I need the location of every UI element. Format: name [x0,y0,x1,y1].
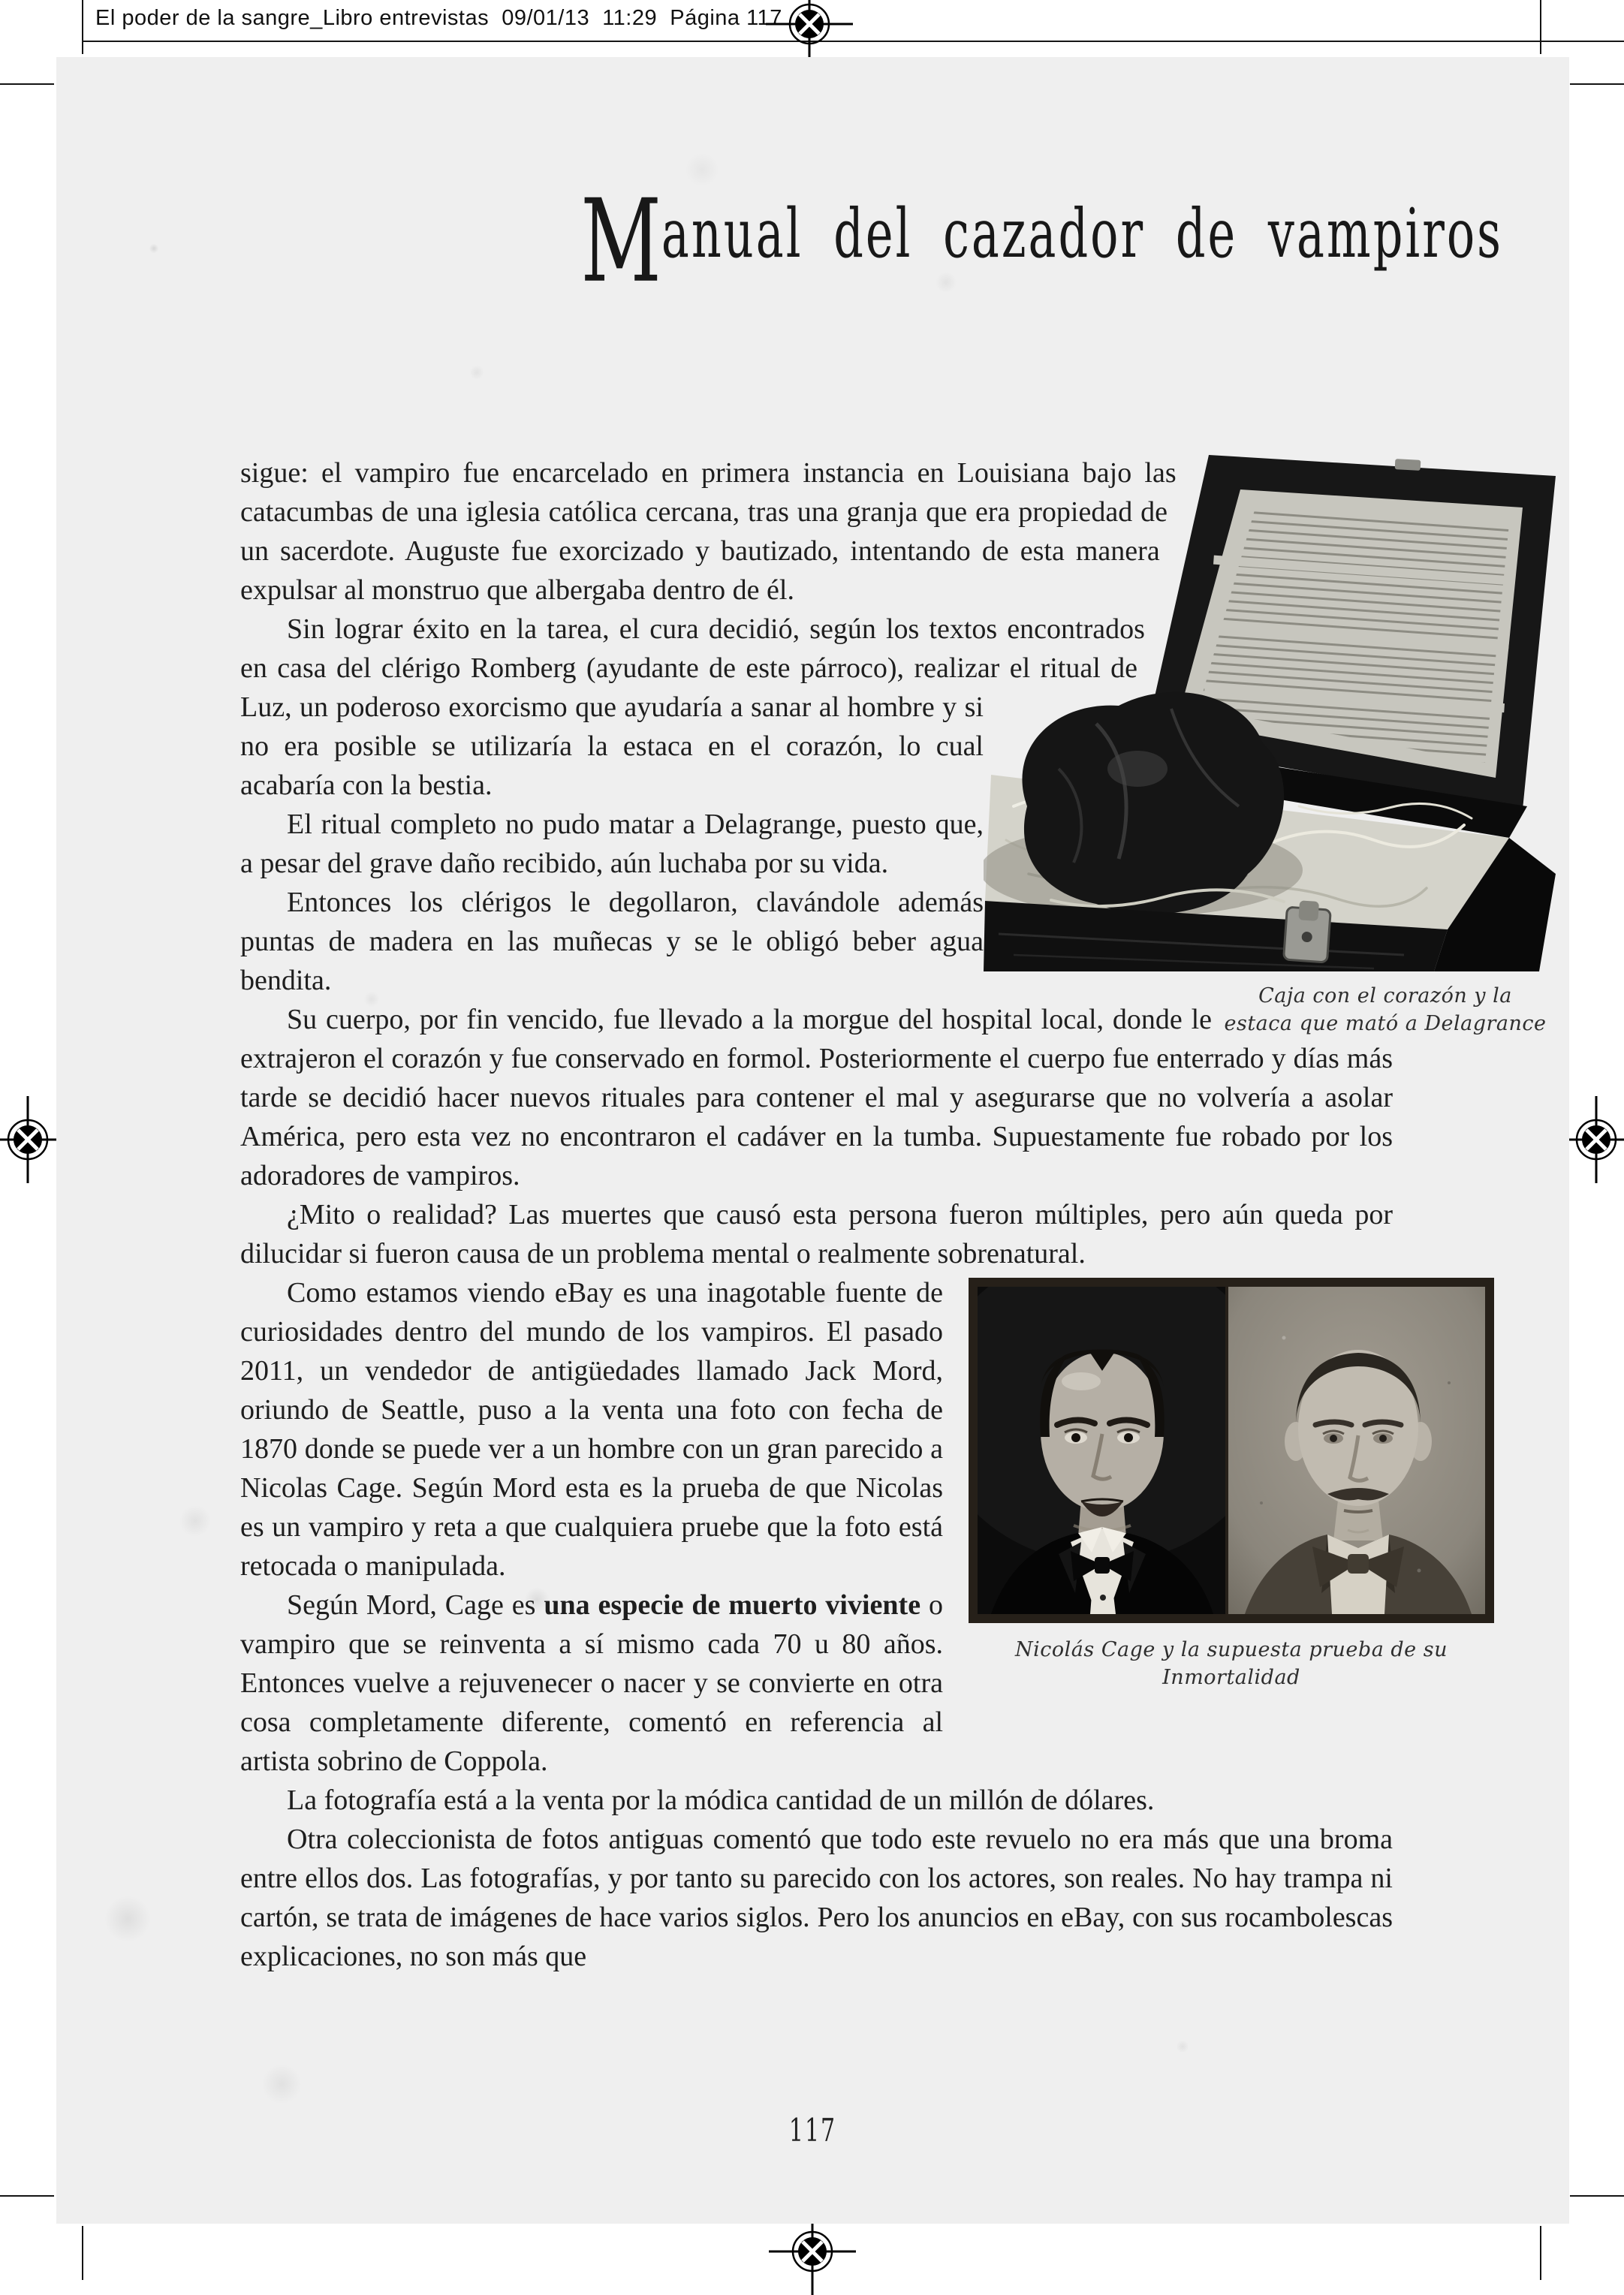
box-clasp [1284,899,1331,962]
figure-caption: Nicolás Cage y la supuesta prueba de su Inmortalidad [1015,1638,1448,1689]
vintage-portrait [1228,1287,1485,1614]
page-number: 117 [788,2113,837,2149]
crop-mark [0,2195,54,2197]
figure-caption: Caja con el corazón y la estaca que mató a Delagrance [1224,984,1547,1035]
header-rule [82,41,1624,42]
body-paragraph: Su cuerpo, por fin vencido, fue llevado a la morgue del hospital local, donde le extrajeron el corazón y fue conservado en formol. Posteriormente el cuerpo fue enterrado y días más tarde se decidió hacer nuevos rituales para contener el mal y asegurarse que no volvería a asolar América, pero esta vez no encontraron el cadáver en la tumba. Supuestamente fue robado por los adoradores de vampiros. [240,1004,1393,1191]
body-paragraph: sigue: el vampiro fue encarcelado en primera instancia en Louisiana bajo las catacumbas de una iglesia católica cercana, tras una granja que era propiedad de un sacerdote. Auguste fue exorcizado y bautizado, intentando de esta manera expulsar al monstruo que albergaba dentro de él. [240,457,1177,606]
heart-box-photo [984,453,1569,971]
paragraph-text: o vampiro que se reinventa a sí mismo cada 70 u 80 años. Entonces vuelve a rejuvenecer o nacer y se convierte en otra cosa completamente diferente, comentó en referencia al artista sobrino de Coppola. [240,1589,943,1777]
lid-latch [1395,459,1421,471]
crop-mark [1540,0,1541,54]
body-paragraph: Como estamos viendo eBay es una inagotable fuente de curiosidades dentro del mundo de los vampiros. El pasado 2011, un vendedor de antigüedades llamado Jack Mord, oriundo de Seattle, puso a la venta una foto con fecha de 1870 donde se puede ver a un hombre con un gran parecido a Nicolas Cage. Según Mord esta es la prueba de que Nicolas es un vampiro y reta a que cualquiera pruebe que la foto está retocada o manipulada. [240,1277,943,1582]
crop-mark [1570,2195,1624,2197]
body-paragraph: Entonces los clérigos le degollaron, clavándole además puntas de madera en las muñecas y se le obligó beber agua bendita. [240,887,984,996]
book-page [56,57,1569,2224]
figure-heart-box [984,453,1569,1039]
proof-header: El poder de la sangre_Libro entrevistas 09/01/13 11:29 Página 117 [95,6,782,30]
body-text [240,453,1569,1976]
crop-mark [82,0,83,54]
title-rest: anual del cazador de vampiros [661,193,1503,273]
crop-mark [82,2226,83,2280]
body-paragraph: El ritual completo no pudo matar a Delagrange, puesto que, a pesar del grave daño recibido, aún luchaba por su vida. [240,809,984,879]
page-title [580,175,1503,308]
cage-comparison-photo [969,1278,1494,1623]
crop-mark [1540,2226,1541,2280]
title-initial: M [580,175,661,308]
bold-phrase: una especie de muerto viviente [544,1589,921,1621]
body-paragraph: Otra coleccionista de fotos antiguas comentó que todo este revuelo no era más que una broma entre ellos dos. Las fotografías, y por tanto su parecido con los actores, son reales. No hay trampa ni cartón, se trata de imágenes de hace varios siglos. Pero los anuncios en eBay, con sus rocambolescas explicaciones, no son más que [240,1824,1393,1972]
paragraph-text: Según Mord, Cage es [287,1589,544,1621]
body-paragraph: ¿Mito o realidad? Las muertes que causó esta persona fueron múltiples, pero aún queda por dilucidar si fueron causa de un problema mental o realmente sobrenatural. [240,1199,1393,1269]
crop-mark [0,83,54,85]
crop-mark [1570,83,1624,85]
figure-cage-comparison [969,1278,1494,1691]
body-paragraph: Sin lograr éxito en la tarea, el cura decidió, según los textos encontrados en casa del clérigo Romberg (ayudante de este párroco), realizar el ritual de Luz, un poderoso exorcismo que ayudaría a sanar al hombre y si no era posible se utilizaría la estaca en el corazón, lo cual acabaría con la bestia. [240,613,1145,801]
body-paragraph: La fotografía está a la venta por la módica cantidad de un millón de dólares. [287,1784,1155,1816]
